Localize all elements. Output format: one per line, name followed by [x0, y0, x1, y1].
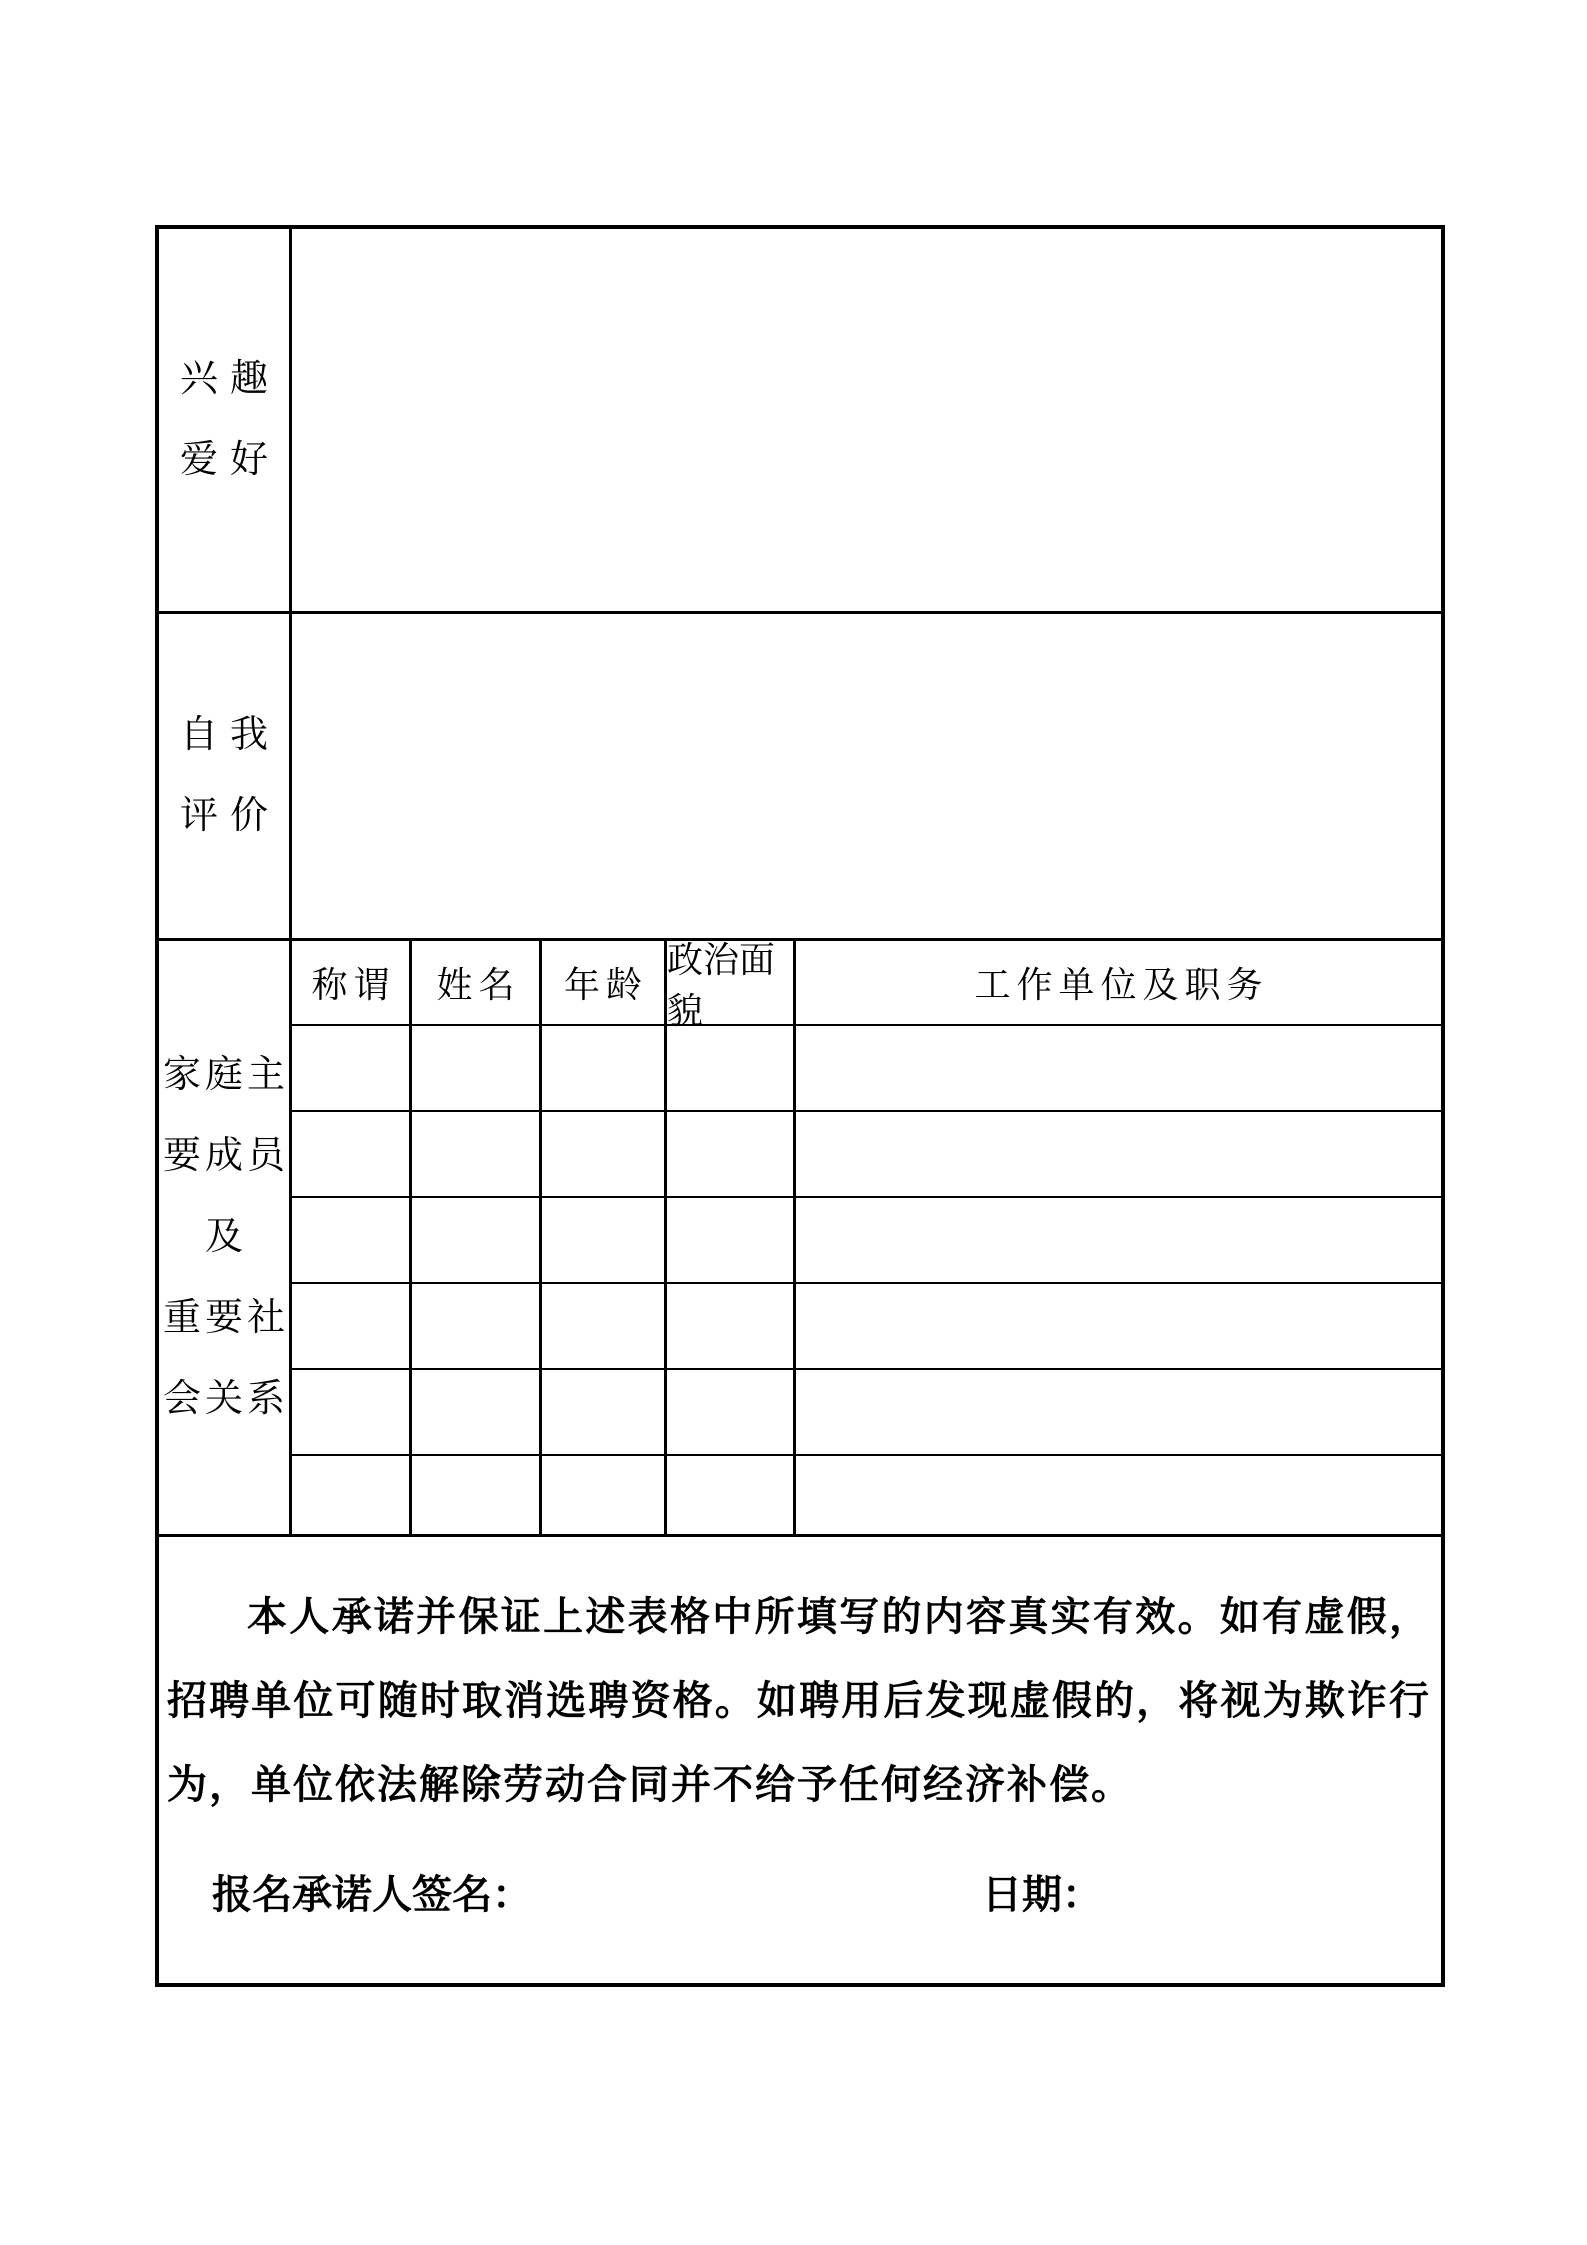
- family-cell-work-unit: [796, 1456, 1441, 1534]
- family-cell-work-unit: [796, 1284, 1441, 1368]
- family-cell-work-unit: [796, 1026, 1441, 1110]
- family-cell-relation: [292, 1456, 412, 1534]
- family-table-row: [292, 1456, 1441, 1534]
- row-interests: [159, 229, 1441, 614]
- family-cell-relation: [292, 1370, 412, 1454]
- family-cell-political-status: [667, 1198, 796, 1282]
- family-table-row: [292, 1026, 1441, 1112]
- self-evaluation-label-line-1: 自我: [179, 714, 280, 756]
- family-cell-political-status: [667, 1370, 796, 1454]
- family-label-line-5: 会关系: [162, 1378, 289, 1420]
- family-cell-relation: [292, 1026, 412, 1110]
- family-header-relation: 称谓: [292, 941, 412, 1024]
- family-table-row: [292, 1284, 1441, 1370]
- family-cell-age: [542, 1112, 667, 1196]
- signature-row: [167, 1853, 1431, 1937]
- row-declaration: [159, 1537, 1441, 1983]
- family-cell-name: [412, 1284, 542, 1368]
- family-cell-name: [412, 1370, 542, 1454]
- family-header-political-status: 政治面貌: [667, 941, 796, 1024]
- interests-label-cell: [159, 229, 292, 611]
- family-cell-age: [542, 1284, 667, 1368]
- family-cell-political-status: [667, 1456, 796, 1534]
- family-table-row: [292, 1198, 1441, 1284]
- family-label-line-2: 要成员: [162, 1135, 289, 1177]
- interests-content-cell: [292, 229, 1441, 611]
- application-form-table: [155, 225, 1445, 1987]
- family-label-cell: [159, 941, 292, 1534]
- self-evaluation-label-line-2: 评价: [179, 795, 280, 837]
- family-cell-political-status: [667, 1112, 796, 1196]
- family-cell-work-unit: [796, 1198, 1441, 1282]
- row-family-members: [159, 941, 1441, 1537]
- family-cell-work-unit: [796, 1112, 1441, 1196]
- family-table-row: [292, 1370, 1441, 1456]
- family-cell-political-status: [667, 1026, 796, 1110]
- family-cell-name: [412, 1198, 542, 1282]
- family-label-line-3: 及: [204, 1216, 247, 1258]
- row-self-evaluation: [159, 614, 1441, 941]
- family-cell-relation: [292, 1112, 412, 1196]
- family-cell-age: [542, 1370, 667, 1454]
- family-cell-age: [542, 1026, 667, 1110]
- family-header-name: 姓名: [412, 941, 542, 1024]
- family-cell-work-unit: [796, 1370, 1441, 1454]
- family-sub-table: [292, 941, 1441, 1534]
- interests-label-line-2: 爱好: [179, 439, 280, 481]
- family-cell-name: [412, 1026, 542, 1110]
- family-cell-political-status: [667, 1284, 796, 1368]
- interests-label-line-1: 兴趣: [179, 358, 280, 400]
- signature-label: 报名承诺人签名：: [212, 1872, 532, 1917]
- family-header-age: 年龄: [542, 941, 667, 1024]
- family-cell-age: [542, 1198, 667, 1282]
- family-header-work-unit: 工作单位及职务: [974, 965, 1269, 1005]
- family-label-line-4: 重要社: [162, 1297, 289, 1339]
- family-table-row: [292, 1112, 1441, 1198]
- family-header-row: [292, 939, 1441, 1031]
- date-label: 日期：: [982, 1872, 1102, 1917]
- family-cell-name: [412, 1456, 542, 1534]
- family-cell-name: [412, 1112, 542, 1196]
- declaration-paragraph: 本人承诺并保证上述表格中所填写的内容真实有效。如有虚假，招聘单位可随时取消选聘资格。如聘用后发现虚假的，将视为欺诈行为，单位依法解除劳动合同并不给予任何经济补偿。: [167, 1594, 1431, 1807]
- family-cell-relation: [292, 1198, 412, 1282]
- self-evaluation-content-cell: [292, 614, 1441, 938]
- self-evaluation-label-cell: [159, 614, 292, 938]
- family-cell-relation: [292, 1284, 412, 1368]
- declaration-section: [159, 1537, 1441, 1937]
- family-label-line-1: 家庭主: [162, 1054, 289, 1096]
- family-cell-age: [542, 1456, 667, 1534]
